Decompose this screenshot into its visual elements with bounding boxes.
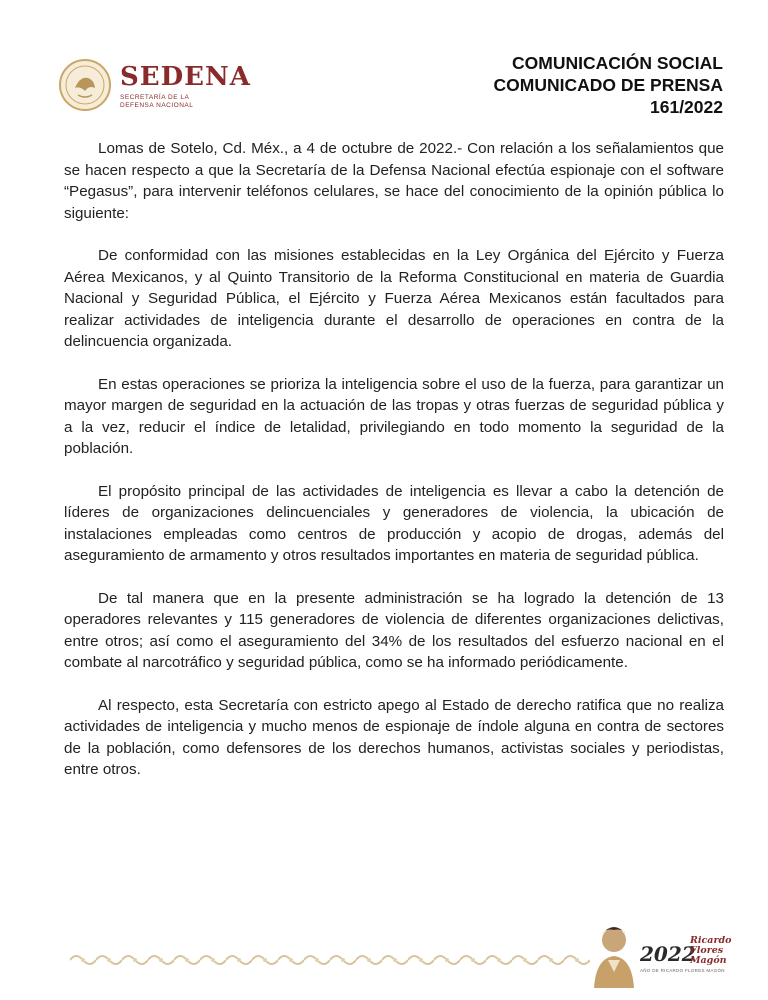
brand-subtitle: SECRETARÍA DE LA DEFENSA NACIONAL (120, 94, 194, 109)
paragraph-6: Al respecto, esta Secretaría con estricto apego al Estado de derecho ratifica que no realiza actividades de inteligencia y mucho menos de espionaje de índole alguna en contra de sectores de la población, como defensores de los derechos humanos, activistas sociales y periodistas, entre otros. (64, 696, 724, 778)
paragraph-4: El propósito principal de las actividades de inteligencia es llevar a cabo la detención de líderes de organizaciones delincuenciales y generadores de violencia, la ubicación de instalaciones empleadas como centros de producción y acopio de drogas, además del aseguramiento de armamento y otros resultados importantes en materia de seguridad pública. (64, 482, 724, 564)
header-department: COMUNICACIÓN SOCIAL (512, 53, 723, 73)
press-release-body (64, 138, 724, 802)
badge-name: Ricardo Flores Magón (690, 935, 732, 966)
press-release-header (494, 52, 723, 118)
badge-year: 2022 (640, 942, 696, 966)
badge-subtitle: AÑO DE RICARDO FLORES MAGÓN (640, 968, 725, 973)
brand-name: SEDENA (120, 62, 251, 92)
eagle-seal-icon (58, 58, 112, 112)
decorative-footer-strip (70, 950, 590, 970)
year-badge (590, 922, 730, 988)
portrait-icon (590, 922, 638, 988)
paragraph-3: En estas operaciones se prioriza la inteligencia sobre el uso de la fuerza, para garantizar un mayor margen de seguridad en la actuación de las tropas y otras fuerzas de seguridad pública y a la vez, reducir el índice de letalidad, privilegiando en todo momento la seguridad de la población. (64, 375, 724, 457)
paragraph-2: De conformidad con las misiones establecidas en la Ley Orgánica del Ejército y Fuerza Aérea Mexicanos, y al Quinto Transitorio de la Reforma Constitucional en materia de Guardia Nacional y Seguridad Pública, el Ejército y Fuerza Aérea Mexicanos están facultados para realizar actividades de inteligencia durante el desarrollo de operaciones en contra de la delincuencia organizada. (64, 247, 724, 350)
header-number: 161/2022 (650, 97, 723, 117)
paragraph-5: De tal manera que en la presente administración se ha logrado la detención de 13 operadores relevantes y 115 generadores de violencia de diferentes organizaciones delictivas, entre otros; así como el aseguramiento del 34% de los resultados del esfuerzo nacional en el combate al narcotráfico y seguridad pública, como se ha informado periódicamente. (64, 589, 724, 671)
header-doc-type: COMUNICADO DE PRENSA (493, 75, 723, 95)
paragraph-1: Lomas de Sotelo, Cd. Méx., a 4 de octubre de 2022.- Con relación a los señalamientos que se hacen respecto a que la Secretaría de la Defensa Nacional efectúa espionaje con el software “Pegasus”, para intervenir teléfonos celulares, se hace del conocimiento de la opinión pública lo siguiente: (64, 140, 724, 222)
sedena-logo (58, 58, 258, 114)
